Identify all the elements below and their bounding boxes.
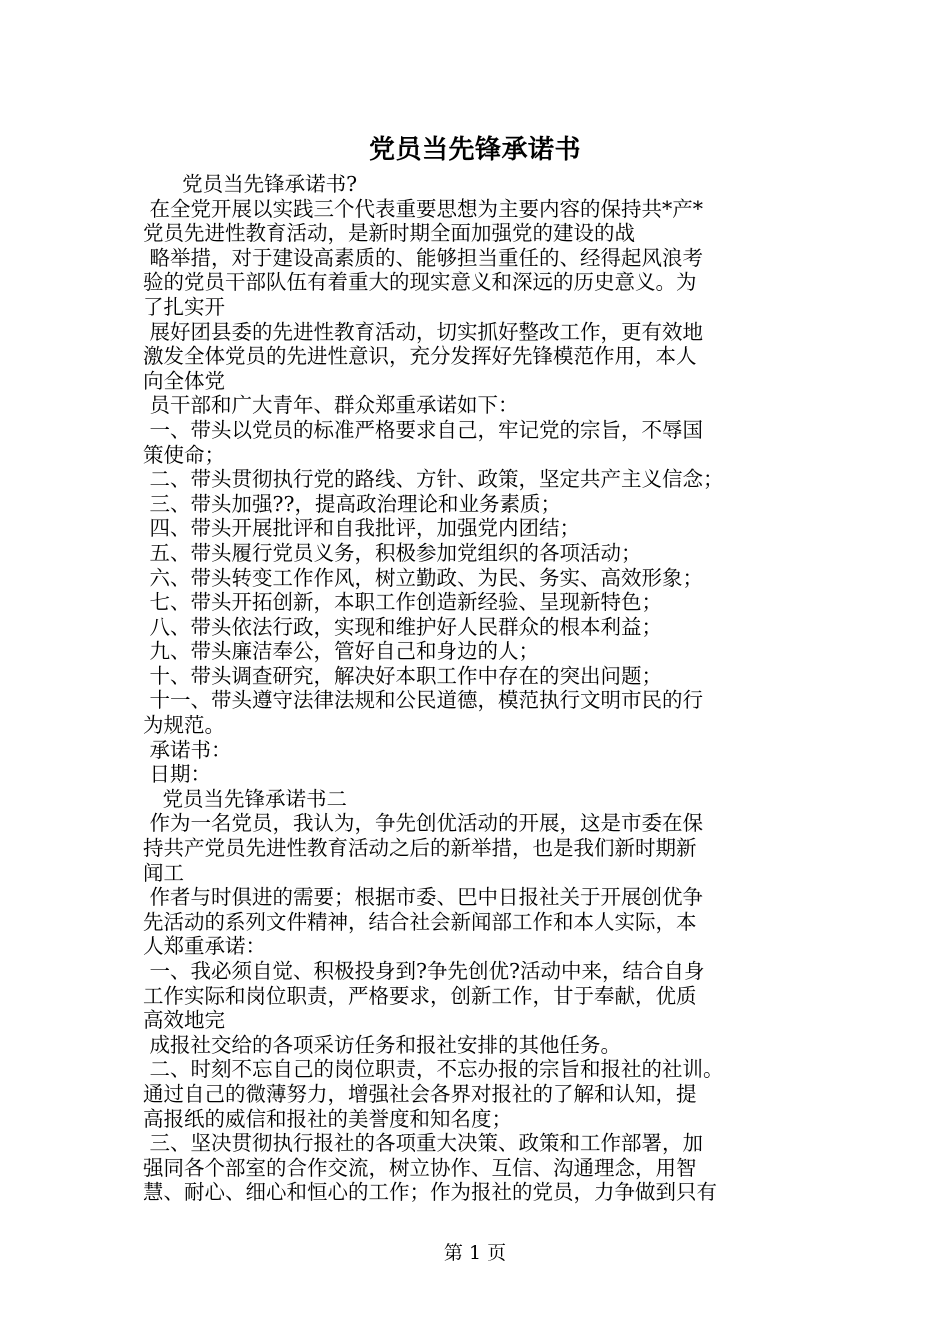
body-line: 人郑重承诺： [143,934,266,959]
body-line: 高效地完 [143,1008,225,1033]
body-line: 三、坚决贯彻执行报社的各项重大决策、政策和工作部署，加 [143,1131,704,1156]
body-line: 一、带头以党员的标准严格要求自己，牢记党的宗旨，不辱国 [143,417,704,442]
body-line: 二、带头贯彻执行党的路线、方针、政策，坚定共产主义信念； [143,467,724,492]
body-line: 略举措，对于建设高素质的、能够担当重任的、经得起风浪考 [143,245,704,270]
body-line: 党员先进性教育活动，是新时期全面加强党的建设的战 [143,221,635,246]
body-line: 十一、带头遵守法律法规和公民道德，模范执行文明市民的行 [143,688,704,713]
body-line: 持共产党员先进性教育活动之后的新举措，也是我们新时期新 [143,836,697,861]
body-line: 党员当先锋承诺书二 [143,786,348,811]
body-line: 成报社交给的各项采访任务和报社安排的其他任务。 [143,1032,622,1057]
body-line: 高报纸的威信和报社的美誉度和知名度； [143,1106,512,1131]
body-line: 三、带头加强??，提高政治理论和业务素质； [143,491,561,516]
body-line: 十、带头调查研究，解决好本职工作中存在的突出问题； [143,663,663,688]
body-line: 八、带头依法行政，实现和维护好人民群众的根本利益； [143,614,663,639]
body-line: 九、带头廉洁奉公，管好自己和身边的人； [143,639,540,664]
body-line: 了扎实开 [143,294,225,319]
body-line: 策使命； [143,442,225,467]
page-number: 第 1 页 [443,1242,507,1264]
body-line: 慧、耐心、细心和恒心的工作；作为报社的党员，力争做到只有 [143,1180,717,1205]
body-line: 展好团县委的先进性教育活动，切实抓好整改工作，更有效地 [143,319,704,344]
body-line: 党员当先锋承诺书? [143,172,358,196]
body-line: 四、带头开展批评和自我批评，加强党内团结； [143,516,581,541]
body-line: 激发全体党员的先进性意识，充分发挥好先锋模范作用，本人 [143,344,697,369]
body-line: 强同各个部室的合作交流，树立协作、互信、沟通理念，用智 [143,1155,697,1180]
body-line: 六、带头转变工作作风，树立勤政、为民、务实、高效形象； [143,565,704,590]
document-body [143,172,823,1205]
body-line: 通过自己的微薄努力，增强社会各界对报社的了解和认知，提 [143,1081,697,1106]
body-line: 验的党员干部队伍有着重大的现实意义和深远的历史意义。为 [143,270,697,295]
body-line: 先活动的系列文件精神，结合社会新闻部工作和本人实际，本 [143,909,697,934]
body-line: 七、带头开拓创新，本职工作创造新经验、呈现新特色； [143,590,663,615]
body-line: 工作实际和岗位职责，严格要求，创新工作，甘于奉献，优质 [143,983,697,1008]
body-line: 五、带头履行党员义务，积极参加党组织的各项活动； [143,540,642,565]
body-line: 员干部和广大青年、群众郑重承诺如下： [143,393,519,418]
body-line: 为规范。 [143,713,225,738]
body-line: 二、时刻不忘自己的岗位职责，不忘办报的宗旨和报社的社训。 [143,1057,724,1082]
body-line: 日期： [143,762,212,787]
body-line: 一、我必须自觉、积极投身到?争先创优?活动中来，结合自身 [143,959,705,983]
body-line: 作为一名党员，我认为，争先创优活动的开展，这是市委在保 [143,811,704,836]
body-line: 承诺书： [143,737,232,762]
body-line: 闻工 [143,860,184,885]
document-title: 党员当先锋承诺书 [368,135,581,165]
body-line: 在全党开展以实践三个代表重要思想为主要内容的保持共*产* [143,196,704,221]
body-line: 作者与时俱进的需要；根据市委、巴中日报社关于开展创优争 [143,885,704,910]
body-line: 向全体党 [143,368,225,393]
